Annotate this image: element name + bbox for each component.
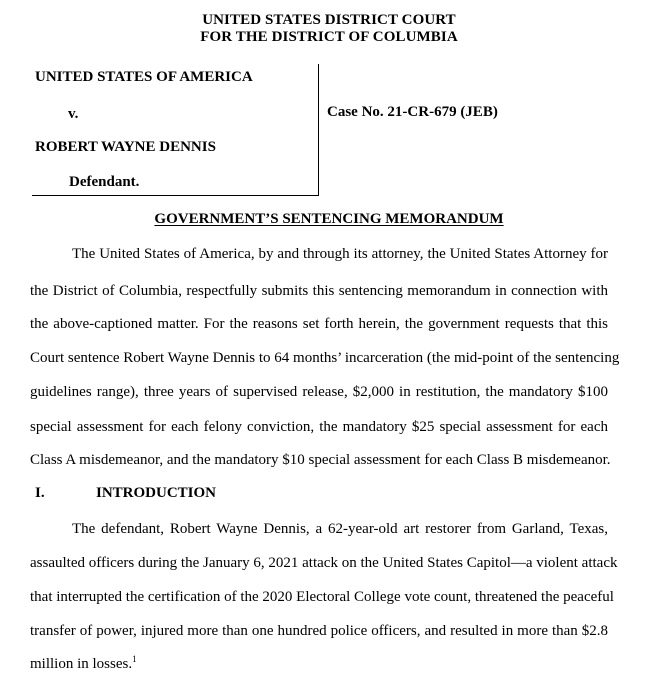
footnote-reference[interactable]: 1 <box>132 654 137 664</box>
intro-paragraph-line: Class A misdemeanor, and the mandatory $10 special assessment for each Class B misdemeanor. <box>30 452 611 468</box>
court-name-line-1: UNITED STATES DISTRICT COURT <box>202 12 456 28</box>
intro-paragraph-line: The United States of America, by and through its attorney, the United States Attorney for <box>72 246 608 262</box>
introduction-paragraph-line: The defendant, Robert Wayne Dennis, a 62-year-old art restorer from Garland, Texas, <box>72 521 608 537</box>
intro-paragraph-line: Court sentence Robert Wayne Dennis to 64 months’ incarceration (the mid-point of the sentencing <box>30 350 620 366</box>
intro-paragraph-line: the above-captioned matter. For the reasons set forth herein, the government requests that this <box>30 316 608 332</box>
caption-plaintiff: UNITED STATES OF AMERICA <box>35 69 253 85</box>
introduction-paragraph-line: that interrupted the certification of the 2020 Electoral College vote count, threatened the peaceful <box>30 589 614 605</box>
introduction-paragraph-line: transfer of power, injured more than one hundred police officers, and resulted in more than $2.8 <box>30 623 608 639</box>
caption-versus: v. <box>68 106 79 122</box>
intro-paragraph-line: special assessment for each felony conviction, the mandatory $25 special assessment for each <box>30 419 608 435</box>
case-number: Case No. 21-CR-679 (JEB) <box>327 104 498 120</box>
caption-defendant-role: Defendant. <box>69 174 140 190</box>
court-name-line-2: FOR THE DISTRICT OF COLUMBIA <box>200 29 458 45</box>
intro-paragraph-line: guidelines range), three years of supervised release, $2,000 in restitution, the mandatory $100 <box>30 384 608 400</box>
section-heading: INTRODUCTION <box>96 485 217 501</box>
section-number: I. <box>35 485 45 501</box>
intro-paragraph-line: the District of Columbia, respectfully submits this sentencing memorandum in connection with <box>30 283 608 299</box>
introduction-paragraph-final-text: million in losses. <box>30 656 133 672</box>
introduction-paragraph-line: assaulted officers during the January 6, 2021 attack on the United States Capitol—a violent attack <box>30 555 618 571</box>
caption-divider-horizontal <box>32 195 319 196</box>
caption-defendant-name: ROBERT WAYNE DENNIS <box>35 139 216 155</box>
memorandum-title: GOVERNMENT’S SENTENCING MEMORANDUM <box>154 211 504 227</box>
caption-divider-vertical <box>318 64 319 196</box>
introduction-paragraph-line-last <box>30 656 608 673</box>
